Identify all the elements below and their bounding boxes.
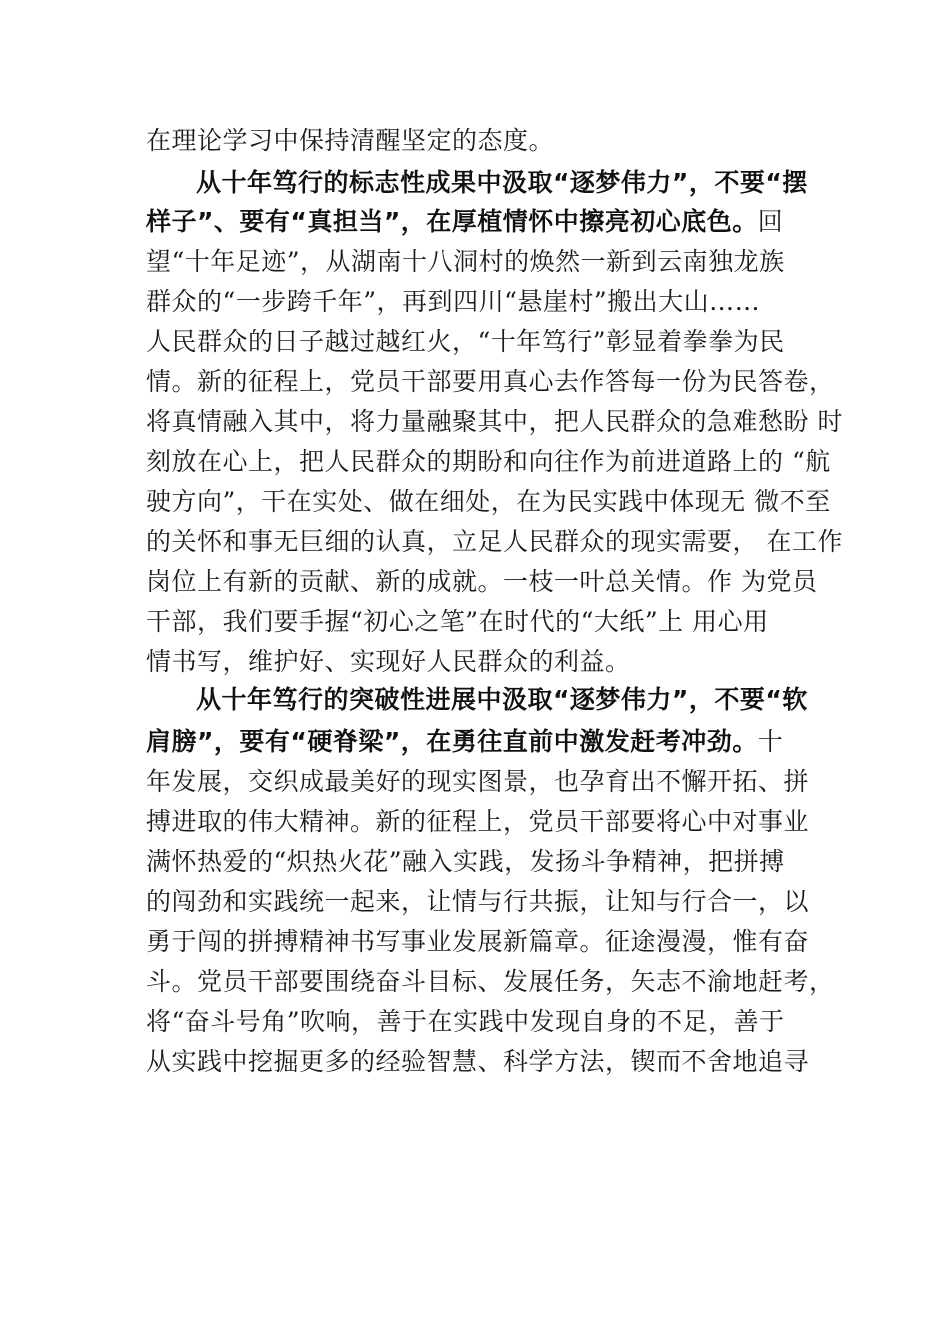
section-heading-line: 从十年笃行的标志性成果中汲取“逐梦伟力”，不要“摆 xyxy=(196,168,808,197)
body-text: 回 xyxy=(757,207,784,236)
text-line: 在理论学习中保持清醒坚定的态度。 xyxy=(146,126,555,155)
text-line: 刻放在心上，把人民群众的期盼和向往作为前进道路上的 “航 xyxy=(146,447,831,476)
text-line: 岗位上有新的贡献、新的成就。一枝一叶总关情。作 为党员 xyxy=(146,567,818,596)
text-line: 情书写，维护好、实现好人民群众的利益。 xyxy=(146,647,631,676)
text-line: 将“奋斗号角”吹响，善于在实践中发现自身的不足，善于 xyxy=(146,1007,785,1036)
text-line: 群众的“一步跨千年”，再到四川“悬崖村”搬出大山…… xyxy=(146,287,761,316)
text-line: 驶方向”，干在实处、做在细处，在为民实践中体现无 微不至 xyxy=(146,487,831,516)
text-line xyxy=(146,725,783,759)
text-line: 满怀热爱的“炽热火花”融入实践，发扬斗争精神，把拼搏 xyxy=(146,847,785,876)
text-line: 斗。党员干部要围绕奋斗目标、发展任务，矢志不渝地赶考， xyxy=(146,967,835,996)
text-line: 年发展，交织成最美好的现实图景，也孕育出不懈开拓、拼 xyxy=(146,767,810,796)
text-line: 搏进取的伟大精神。新的征程上，党员干部要将心中对事业 xyxy=(146,807,810,836)
section-heading-text: 样子”、要有“真担当”，在厚植情怀中擦亮初心底色。 xyxy=(146,207,758,236)
text-line: 的关怀和事无巨细的认真，立足人民群众的现实需要， 在工作 xyxy=(146,527,843,556)
text-line: 人民群众的日子越过越红火，“十年笃行”彰显着拳拳为民 xyxy=(146,327,785,356)
text-line: 情。新的征程上，党员干部要用真心去作答每一份为民答卷， xyxy=(146,367,835,396)
text-line: 勇于闯的拼搏精神书写事业发展新篇章。征途漫漫，惟有奋 xyxy=(146,927,810,956)
text-line: 的闯劲和实践统一起来，让情与行共振，让知与行合一，以 xyxy=(146,887,810,916)
text-line: 干部，我们要手握“初心之笔”在时代的“大纸”上 用心用 xyxy=(146,607,769,636)
section-heading-line: 从十年笃行的突破性进展中汲取“逐梦伟力”，不要“软 xyxy=(196,685,808,714)
body-text: 十 xyxy=(757,727,784,756)
section-heading-text: 肩膀”，要有“硬脊梁”，在勇往直前中激发赶考冲劲。 xyxy=(146,727,758,756)
text-line: 将真情融入其中，将力量融聚其中，把人民群众的急难愁盼 时 xyxy=(146,407,843,436)
text-line xyxy=(146,205,783,239)
text-line: 从实践中挖掘更多的经验智慧、科学方法，锲而不舍地追寻 xyxy=(146,1047,810,1076)
text-line: 望“十年足迹”，从湖南十八洞村的焕然一新到云南独龙族 xyxy=(146,247,785,276)
